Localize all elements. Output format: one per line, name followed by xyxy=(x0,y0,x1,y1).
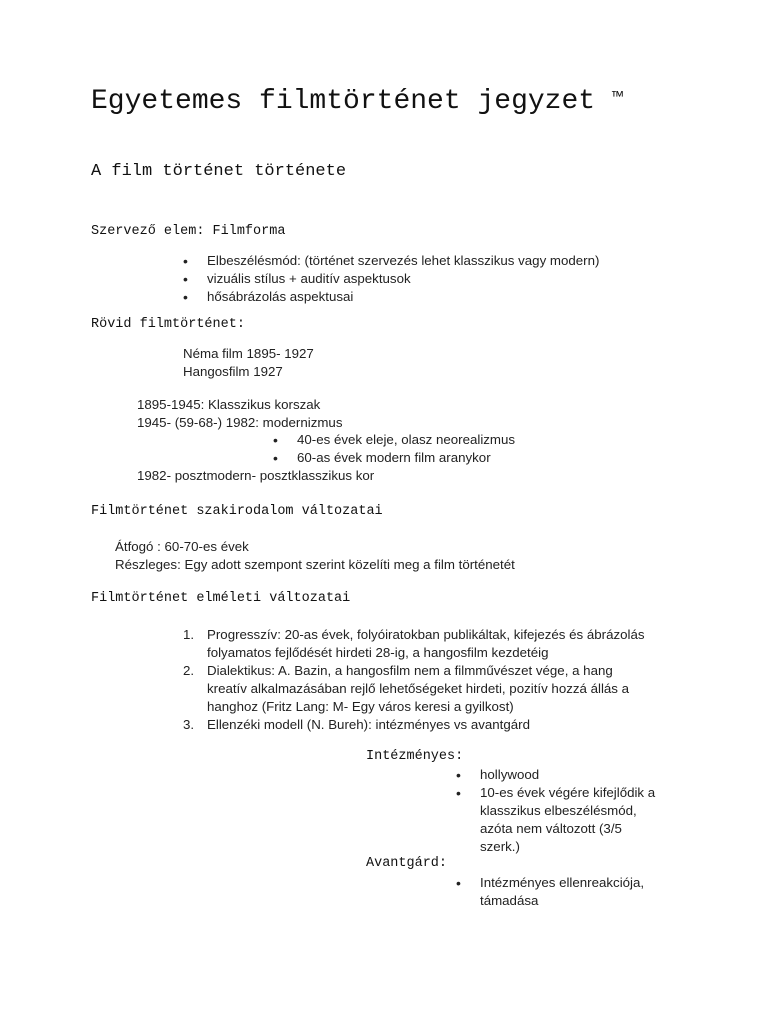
theory-numbered-list xyxy=(183,626,645,734)
text-line: 1982- posztmodern- posztklasszikus kor xyxy=(137,468,375,483)
text-line: • Intézményes ellenreakciója, xyxy=(480,875,645,890)
list-item xyxy=(456,766,655,784)
list-item: • Elbeszélésmód: (történet szervezés lehet klasszikus vagy modern) xyxy=(183,252,599,270)
sound-era-lines xyxy=(183,345,314,381)
intezmenyes-bullet-list xyxy=(456,766,655,856)
list-item xyxy=(456,784,655,856)
text-line: • hollywood xyxy=(480,767,540,782)
period-lines xyxy=(137,396,342,432)
text-line: 1945- (59-68-) 1982: modernizmus xyxy=(137,415,343,430)
text-line: Átfogó : 60-70-es évek xyxy=(115,539,249,554)
text-line: hanghoz (Fritz Lang: M- Egy város keresi a gyilkost) xyxy=(207,699,514,714)
list-item xyxy=(183,626,645,662)
section-heading-elmeleti: Filmtörténet elméleti változatai xyxy=(91,591,351,606)
text-line: szerk.) xyxy=(480,839,520,854)
list-item: • hősábrázolás aspektusai xyxy=(183,288,599,306)
text-line: • 10-es évek végére kifejlődik a xyxy=(480,785,656,800)
text-line: Részleges: Egy adott szempont szerint közelíti meg a film történetét xyxy=(115,557,515,572)
list-item: • 40-es évek eleje, olasz neorealizmus xyxy=(273,431,515,449)
text-line: Néma film 1895- 1927 xyxy=(183,346,314,361)
text-line: Dialektikus: A. Bazin, a hangosfilm nem a filmművészet vége, a hang xyxy=(207,663,613,678)
szakirodalom-lines xyxy=(115,538,515,574)
text-line: azóta nem változott (3/5 xyxy=(480,821,622,836)
text-line: Hangosfilm 1927 xyxy=(183,364,283,379)
text-line: folyamatos fejlődését hirdeti 28-ig, a hangosfilm kezdetéig xyxy=(207,645,549,660)
modernism-bullet-list xyxy=(273,431,515,467)
text-line: Ellenzéki modell (N. Bureh): intézményes vs avantgárd xyxy=(207,717,530,732)
list-item: • 60-as évek modern film aranykor xyxy=(273,449,515,467)
list-item xyxy=(183,716,645,734)
list-number: 2. xyxy=(183,663,195,678)
avantgard-heading: Avantgárd: xyxy=(366,856,448,871)
avantgard-bullet-list xyxy=(456,874,644,910)
list-item xyxy=(183,662,645,716)
intezmenyes-heading: Intézményes: xyxy=(366,749,464,764)
section-heading-szakirodalom: Filmtörténet szakirodalom változatai xyxy=(91,504,383,519)
text-line: kreatív alkalmazásában rejlő lehetőségeket hirdeti, pozitív hozzá állás a xyxy=(207,681,630,696)
title-text: Egyetemes filmtörténet jegyzet xyxy=(91,86,596,117)
text-line: támadása xyxy=(480,893,539,908)
list-item xyxy=(456,874,644,910)
text-line: 1895-1945: Klasszikus korszak xyxy=(137,397,321,412)
trademark-mark: ™ xyxy=(611,90,623,110)
section-heading-rovid-filmtortenet: Rövid filmtörténet: xyxy=(91,317,245,332)
text-line: klasszikus elbeszélésmód, xyxy=(480,803,637,818)
text-line: Progresszív: 20-as évek, folyóiratokban publikáltak, kifejezés és ábrázolás xyxy=(207,627,645,642)
filmforma-bullet-list xyxy=(183,252,599,306)
list-item: • vizuális stílus + auditív aspektusok xyxy=(183,270,599,288)
document-subtitle: A film történet története xyxy=(91,162,347,181)
list-number: 3. xyxy=(183,717,195,732)
document-title xyxy=(91,82,623,122)
section-heading-filmforma: Szervező elem: Filmforma xyxy=(91,224,286,239)
list-number: 1. xyxy=(183,627,195,642)
